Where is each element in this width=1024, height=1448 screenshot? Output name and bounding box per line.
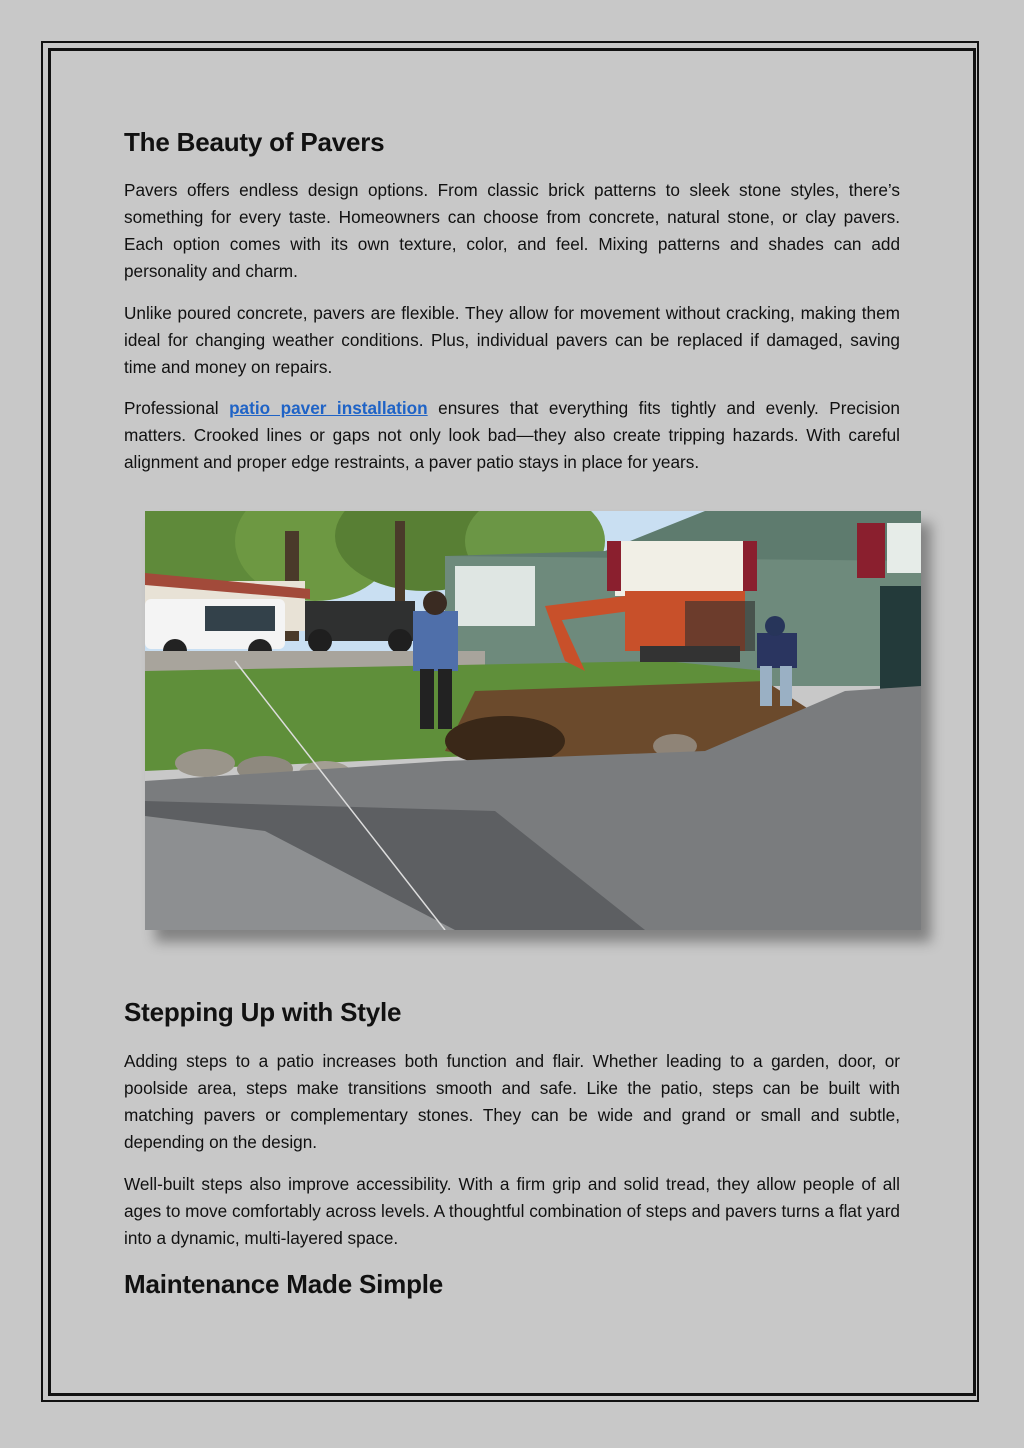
- heading-beauty-of-pavers: The Beauty of Pavers: [124, 127, 385, 157]
- heading-maintenance-made-simple: Maintenance Made Simple: [124, 1269, 444, 1299]
- paragraph-text-after-link: ensures that everything fits tightly and evenly. Precision matters. Crooked lines or gaps not only look bad—they also create tripping hazards. With careful alignment and proper edge restraints, a paver patio stays in place for years.: [124, 398, 900, 472]
- paragraph-professional-installation: [124, 395, 900, 476]
- paragraph-adding-steps: Adding steps to a patio increases both function and flair. Whether leading to a garden, door, or poolside area, steps make transitions smooth and safe. Like the patio, steps can be built with matching pavers or complementary stones. They can be wide and grand or small and subtle, depending on the design.: [124, 1051, 900, 1152]
- heading-stepping-up-with-style: Stepping Up with Style: [124, 997, 402, 1027]
- excavation-photo: [145, 511, 921, 930]
- paragraph-accessibility: Well-built steps also improve accessibility. With a firm grip and solid tread, they allow people of all ages to move comfortably across levels. A thoughtful combination of steps and pavers turns a flat yard into a dynamic, multi-layered space.: [124, 1174, 900, 1248]
- paragraph-text-before-link: Professional: [124, 398, 230, 418]
- paragraph-design-options: Pavers offers endless design options. From classic brick patterns to sleek stone styles, there’s something for every taste. Homeowners can choose from concrete, natural stone, or clay pavers. Each option comes with its own texture, color, and feel. Mixing patterns and shades can add personality and charm.: [124, 180, 900, 281]
- patio-paver-installation-link[interactable]: patio paver installation: [229, 398, 428, 418]
- paragraph-flexibility: Unlike poured concrete, pavers are flexible. They allow for movement without cracking, making them ideal for changing weather conditions. Plus, individual pavers can be replaced if damaged, saving time and money on repairs.: [124, 303, 900, 377]
